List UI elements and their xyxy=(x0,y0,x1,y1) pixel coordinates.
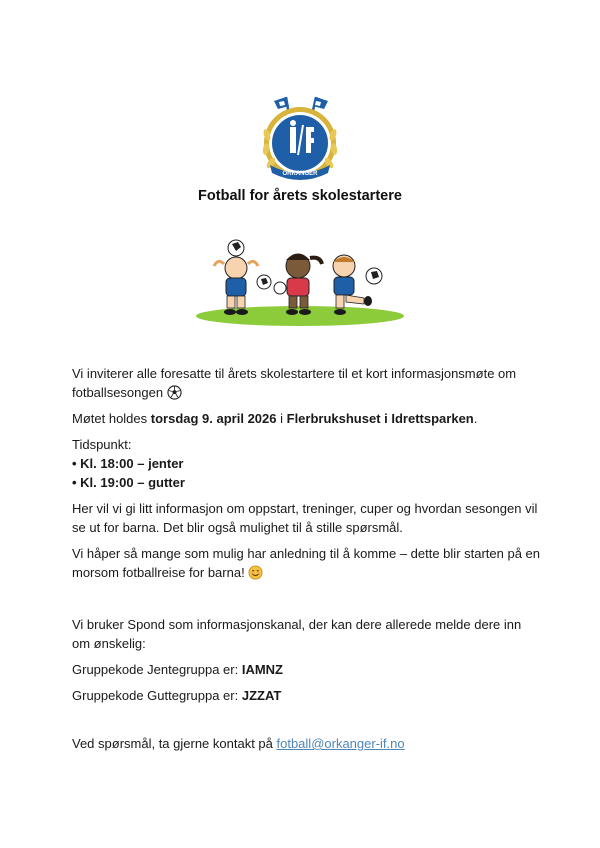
meeting-middle: i xyxy=(276,411,287,426)
hope-text: Vi håper så mange som mulig har anledning til å komme – dette blir starten på en morsom fotballreise for barna! xyxy=(72,546,541,580)
meeting-prefix: Møtet holdes xyxy=(72,411,151,426)
smiling-face-icon xyxy=(248,565,263,580)
spond-paragraph: Vi bruker Spond som informasjonskanal, der kan dere allerede melde dere inn om ønskelig: xyxy=(72,617,522,651)
boys-code-line xyxy=(72,686,542,705)
page-title: Fotball for årets skolestartere xyxy=(198,188,402,204)
club-logo xyxy=(256,93,344,183)
intro-paragraph xyxy=(72,364,542,402)
girls-code-label: Gruppekode Jentegruppa er: xyxy=(72,662,242,677)
boys-code-label: Gruppekode Guttegruppa er: xyxy=(72,688,242,703)
kid-left-figure xyxy=(214,240,271,315)
kid-middle-figure xyxy=(274,254,322,315)
girls-code-value: IAMNZ xyxy=(241,662,284,677)
girls-code-line xyxy=(72,660,542,679)
soccer-ball-icon xyxy=(167,385,182,400)
schedule-paragraph xyxy=(72,435,542,492)
meeting-suffix: . xyxy=(473,411,478,426)
kid-right-figure xyxy=(333,255,382,315)
schedule-item-boys: • Kl. 19:00 – gutter xyxy=(72,475,185,490)
kids-football-illustration xyxy=(194,236,406,328)
contact-email-link[interactable]: fotball@orkanger-if.no xyxy=(276,736,405,751)
logo-banner-text: ORKANGER xyxy=(282,171,318,177)
meeting-date: torsdag 9. april 2026 xyxy=(150,411,277,426)
letter-body xyxy=(72,364,542,760)
schedule-heading: Tidspunkt: xyxy=(72,437,132,452)
contact-paragraph xyxy=(72,734,542,753)
contact-text: Ved spørsmål, ta gjerne kontakt på xyxy=(72,736,277,751)
schedule-item-girls: • Kl. 18:00 – jenter xyxy=(72,456,184,471)
info-paragraph: Her vil vi gi litt informasjon om oppstart, treninger, cuper og hvordan sesongen vil se ut for barna. Det blir også mulighet til å stille spørsmål. xyxy=(72,501,538,535)
boys-code-value: JZZAT xyxy=(241,688,282,703)
hope-paragraph xyxy=(72,544,542,582)
intro-text: Vi inviterer alle foresatte til årets skolestartere til et kort informasjonsmøte om fotballsesongen xyxy=(72,366,517,400)
meeting-location: Flerbrukshuset i Idrettsparken xyxy=(286,411,474,426)
meeting-paragraph xyxy=(72,409,542,428)
